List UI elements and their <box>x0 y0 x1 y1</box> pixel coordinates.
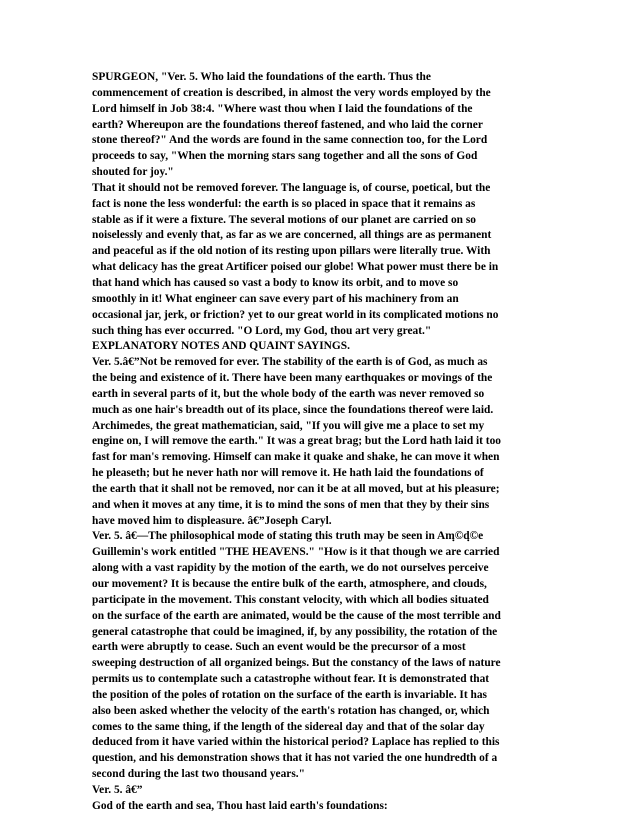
text-line: SPURGEON, "Ver. 5. Who laid the foundations of the earth. Thus the <box>92 71 431 83</box>
text-line: the position of the poles of rotation on the surface of the earth is invariable. It has <box>92 688 487 701</box>
text-line: Lord himself in Job 38:4. "Where wast thou when I laid the foundations of the <box>92 102 473 115</box>
text-line: on the surface of the earth are animated, would be the cause of the most terrible and <box>92 609 501 622</box>
document-text <box>92 70 550 815</box>
text-line: God of the earth and sea, Thou hast laid earth's foundations: <box>92 799 388 812</box>
text-line: such thing has ever occurred. "O Lord, my God, thou art very great." <box>92 324 432 337</box>
text-line: have moved him to displeasure. â€”Joseph Caryl. <box>92 514 332 527</box>
text-line: EXPLANATORY NOTES AND QUAINT SAYINGS. <box>92 340 350 353</box>
text-line: general catastrophe that could be imagined, if, by any possibility, the rotation of the <box>92 625 498 638</box>
text-line: and peaceful as if the old notion of its resting upon pillars were literally true. With <box>92 245 491 258</box>
text-line: earth in several parts of it, but the whole body of the earth was never removed so <box>92 387 485 400</box>
text-line: second during the last two thousand years." <box>92 768 305 781</box>
text-line: proceeds to say, "When the morning stars sang together and all the sons of God <box>92 150 478 163</box>
text-line: fast for man's removing. Himself can make it quake and shake, he can move it when <box>92 451 500 464</box>
text-line: question, and his demonstration shows that it has not varied the one hundredth of a <box>92 752 498 765</box>
text-line: deduced from it have varied within the historical period? Laplace has replied to this <box>92 736 500 749</box>
text-line: stable as if it were a fixture. The several motions of our planet are carried on so <box>92 213 476 226</box>
text-line: much as one hair's breadth out of its place, since the foundations thereof were laid. <box>92 403 494 416</box>
text-line: also been asked whether the velocity of the earth's rotation has changed, or, which <box>92 704 490 717</box>
text-line: Ver. 5. â€” <box>92 783 143 796</box>
text-line: earth? Whereupon are the foundations thereof fastened, and who laid the corner <box>92 118 483 131</box>
document-page <box>92 70 550 815</box>
text-line: participate in the movement. This constant velocity, with which all bodies situated <box>92 593 489 606</box>
text-line: fact is none the less wonderful: the earth is so placed in space that it remains as <box>92 197 476 210</box>
text-line: engine on, I will remove the earth." It was a great brag; but the Lord hath laid it too <box>92 435 501 448</box>
text-line: noiselessly and evenly that, as far as we are concerned, all things are as permanent <box>92 229 492 242</box>
text-line: Ver. 5.â€”Not be removed for ever. The stability of the earth is of God, as much as <box>92 356 488 369</box>
text-line: comes to the same thing, if the length of the sidereal day and that of the solar day <box>92 720 485 733</box>
text-line: he pleaseth; but he never hath nor will remove it. He hath laid the foundations of <box>92 467 484 480</box>
text-line: stone thereof?" And the words are found in the same connection too, for the Lord <box>92 134 488 147</box>
text-line: shouted for joy." <box>92 166 174 179</box>
text-line: commencement of creation is described, in almost the very words employed by the <box>92 86 491 99</box>
text-line: the being and existence of it. There have been many earthquakes or movings of the <box>92 372 493 385</box>
text-line: smoothly in it! What engineer can save every part of his machinery from an <box>92 292 459 305</box>
text-line: the earth that it shall not be removed, nor can it be at all moved, but at his pleasure; <box>92 482 500 495</box>
text-line: that hand which has caused so vast a body to know its orbit, and to move so <box>92 276 459 289</box>
text-line: our movement? It is because the entire bulk of the earth, atmosphere, and clouds, <box>92 578 487 590</box>
text-line: what delicacy has the great Artificer poised our globe! What power must there be in <box>92 261 499 274</box>
text-line: permits us to contemplate such a catastrophe without fear. It is demonstrated that <box>92 673 490 686</box>
text-line: earth were abruptly to cease. Such an event would be the precursor of a most <box>92 641 466 654</box>
text-line: occasional jar, jerk, or friction? yet to our great world in its complicated motions no <box>92 308 499 321</box>
text-line: sweeping destruction of all organized beings. But the constancy of the laws of nature <box>92 657 501 670</box>
text-line: along with a vast rapidity by the motion of the earth, we do not ourselves perceive <box>92 562 489 575</box>
text-line: Guillemin's work entitled "THE HEAVENS." "How is it that though we are carried <box>92 546 500 559</box>
text-line: Ver. 5. â€—The philosophical mode of stating this truth may be seen in Amฺ©dฺ©e <box>92 530 484 543</box>
text-line: Archimedes, the great mathematician, said, "If you will give me a place to set my <box>92 419 485 432</box>
text-line: That it should not be removed forever. The language is, of course, poetical, but the <box>92 181 491 194</box>
text-line: and when it moves at any time, it is to mind the sons of men that they by their sins <box>92 498 490 511</box>
